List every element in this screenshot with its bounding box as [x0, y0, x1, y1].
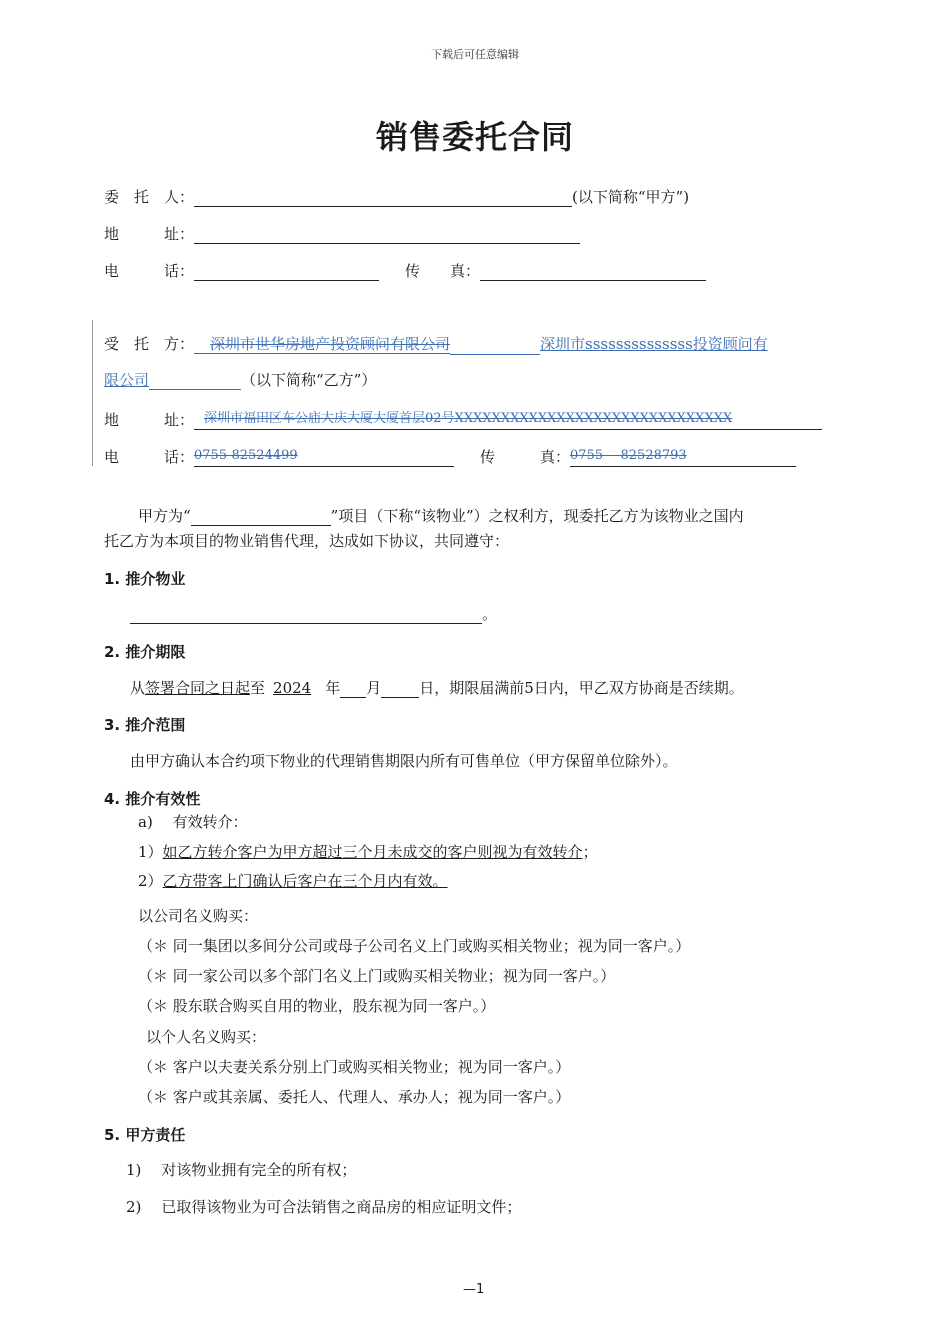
- address-value-b: 深圳市福田区车公庙大庆大厦大厦首层02号XXXXXXXXXXXXXXXXXXXXXXXXXXXXXX: [204, 411, 733, 426]
- address-row-b: [104, 407, 822, 430]
- address-blank-a[interactable]: [194, 227, 580, 244]
- duty-1-text: 对该物业拥有完全的所有权；: [161, 1161, 357, 1179]
- section-3-heading: 3. 推介范围: [104, 716, 186, 734]
- company-rule-1: （＊ 同一集团以多间分公司或母子公司名义上门或购买相关物业；视为同一客户。）: [138, 937, 691, 955]
- referral-item-2-num: 2）: [138, 872, 163, 890]
- phone-label-b: 电 话：: [104, 448, 195, 466]
- referral-item-1: [138, 842, 598, 862]
- phone-label-a: 电 话：: [104, 262, 195, 280]
- section-1-heading: 1. 推介物业: [104, 570, 186, 588]
- address-label-a: 地 址：: [104, 225, 195, 243]
- revision-bar: [92, 320, 93, 466]
- individual-rule-1: （＊ 客户以夫妻关系分别上门或购买相关物业；视为同一客户。）: [138, 1058, 571, 1076]
- fax-label-a: 传 真：: [405, 262, 481, 280]
- referral-item-1-num: 1）: [138, 843, 163, 861]
- page-number: —1: [463, 1282, 485, 1297]
- referral-item-1-text: 如乙方转介客户为甲方超过三个月未成交的客户则视为有效转介: [162, 843, 583, 861]
- phone-row-b: [104, 444, 796, 467]
- phone-blank-a[interactable]: [194, 264, 379, 281]
- fax-value-b: 0755- 82528793: [570, 448, 687, 463]
- duty-2-text: 已取得该物业为可合法销售之商品房的相应证明文件；: [161, 1198, 522, 1216]
- individual-purchase-label: 以个人名义购买：: [146, 1028, 267, 1046]
- intro-text-b: ”项目（下称“该物业”）之权利方，现委托乙方为该物业之国内: [330, 507, 744, 525]
- trustee-name-cont: 限公司: [104, 371, 150, 389]
- period-from: 从: [130, 679, 146, 697]
- valid-referral-label: a) 有效转介：: [138, 813, 248, 831]
- client-blank[interactable]: [194, 190, 572, 207]
- period-month-unit: 月: [366, 679, 382, 697]
- section-5-heading: 5. 甲方责任: [104, 1126, 186, 1144]
- trustee-blank: [149, 375, 241, 390]
- section-4-heading: 4. 推介有效性: [104, 790, 201, 808]
- phone-row-a: [104, 261, 706, 281]
- period-to: 至: [250, 679, 266, 697]
- client-label: 委 托 人：: [104, 188, 195, 206]
- day-blank[interactable]: [381, 681, 419, 698]
- page-header: 下载后可任意编辑: [431, 48, 519, 61]
- intro-line-1: [138, 506, 744, 526]
- scope-text: 由甲方确认本合约项下物业的代理销售期限内所有可售单位（甲方保留单位除外）。: [130, 752, 678, 770]
- client-row: [104, 187, 689, 207]
- duty-2: [126, 1197, 521, 1217]
- trustee-suffix: （以下简称“乙方”）: [241, 371, 377, 389]
- period-start: 签署合同之日起: [145, 679, 251, 697]
- period-year-unit: 年: [325, 679, 341, 697]
- client-suffix: (以下简称“甲方”): [572, 188, 690, 206]
- document-title: 销售委托合同: [375, 118, 574, 156]
- referral-item-2-text: 乙方带客上门确认后客户在三个月内有效。: [162, 872, 448, 890]
- company-rule-2: （＊ 同一家公司以多个部门名义上门或购买相关物业；视为同一客户。）: [138, 967, 616, 985]
- company-rule-3: （＊ 股东联合购买自用的物业，股东视为同一客户。）: [138, 997, 496, 1015]
- property-blank[interactable]: [130, 607, 482, 624]
- individual-rule-2: （＊ 客户或其亲属、委托人、代理人、承办人；视为同一客户。）: [138, 1088, 571, 1106]
- trustee-label: 受 托 方：: [104, 335, 195, 353]
- address-row-a: [104, 224, 580, 244]
- duty-1: [126, 1160, 356, 1180]
- section-2-heading: 2. 推介期限: [104, 643, 186, 661]
- company-purchase-label: 以公司名义购买：: [138, 907, 259, 925]
- fax-label-b: 传 真：: [480, 448, 571, 466]
- referral-item-1-end: ；: [582, 843, 598, 861]
- project-blank[interactable]: [191, 509, 331, 526]
- intro-line-2: 托乙方为本项目的物业销售代理，达成如下协议，共同遵守：: [104, 532, 510, 550]
- phone-value-b: 0755-82524499: [194, 448, 298, 463]
- period-year: 2024: [273, 679, 312, 697]
- intro-text-a: 甲方为“: [138, 507, 191, 525]
- duty-1-num: 1): [126, 1161, 142, 1179]
- trustee-row: [104, 334, 768, 355]
- duty-2-num: 2): [126, 1198, 142, 1216]
- month-blank[interactable]: [340, 681, 366, 698]
- address-label-b: 地 址：: [104, 411, 195, 429]
- property-row: [130, 604, 497, 624]
- trustee-row-cont: [104, 370, 376, 390]
- trustee-name-deleted: 深圳市世华房地产投资顾问有限公司: [194, 335, 450, 354]
- period-row: [130, 678, 744, 698]
- trustee-name-inserted: 深圳市ssssssssssssss投资顾问有: [540, 335, 768, 353]
- referral-item-2: [138, 871, 448, 891]
- fax-blank-a[interactable]: [480, 264, 706, 281]
- period-tail: 日，期限届满前5日内，甲乙双方协商是否续期。: [419, 679, 744, 697]
- property-end: 。: [482, 605, 498, 623]
- trustee-gap: [450, 343, 540, 355]
